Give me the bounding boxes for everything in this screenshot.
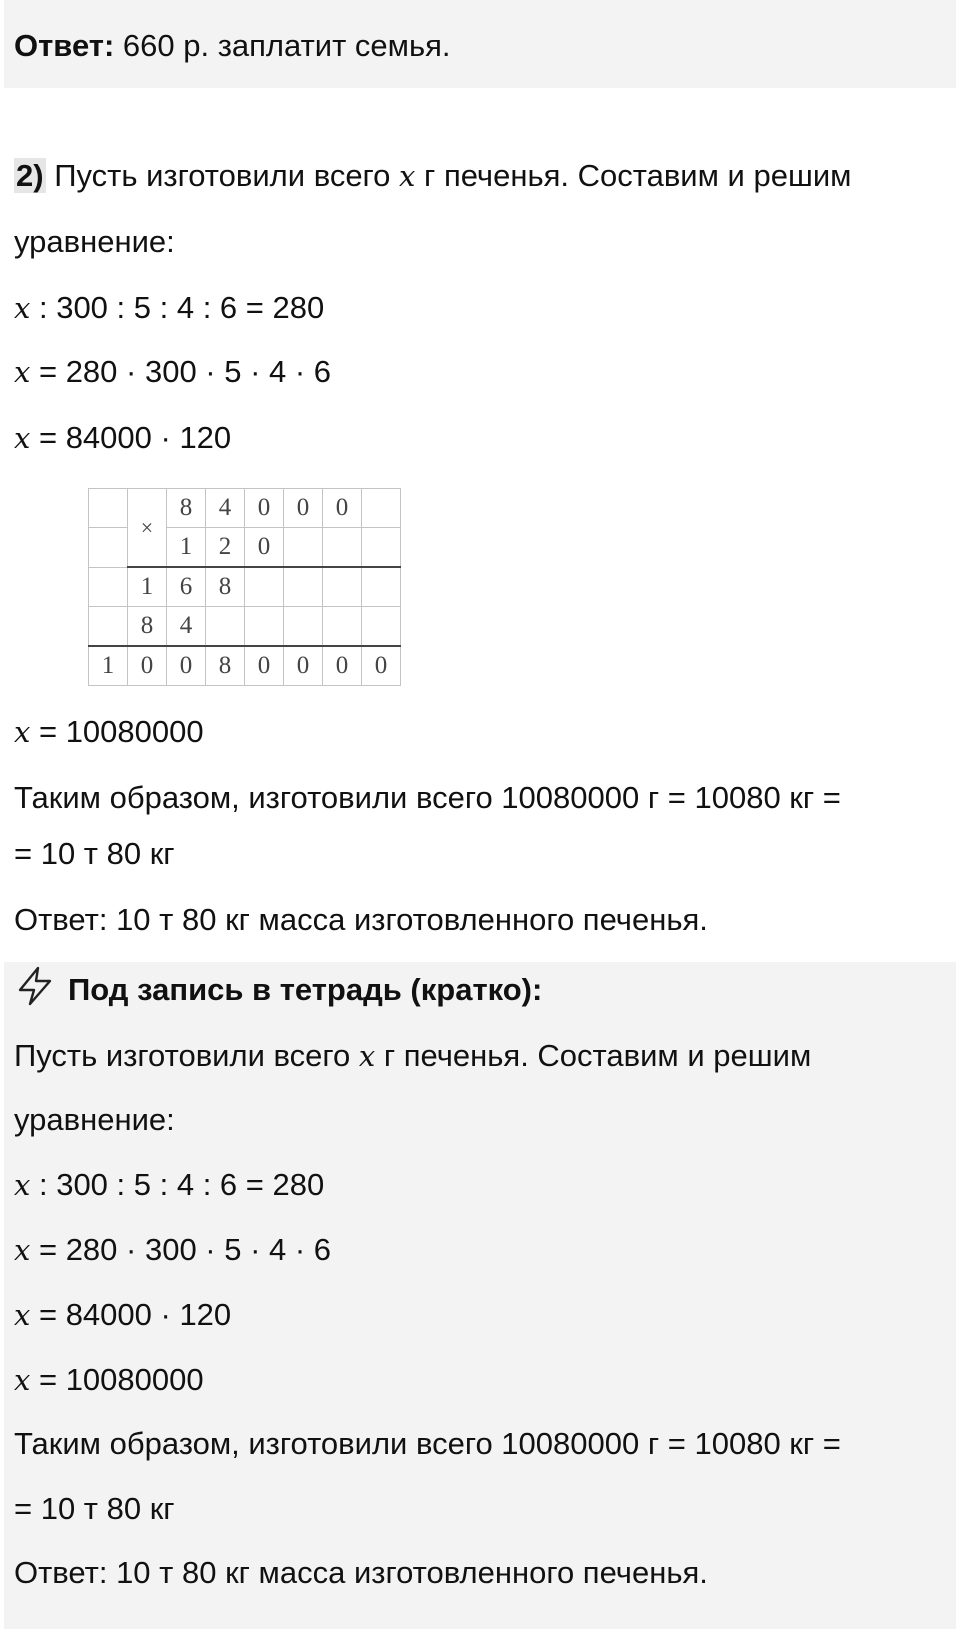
short-heading: Под запись в тетрадь (кратко): [68, 972, 543, 1007]
variable-x: x [14, 1233, 31, 1267]
mult-cell [323, 607, 362, 647]
part2-number: 2) [16, 158, 44, 193]
conclusion-line2: = 10 т 80 кг [14, 836, 175, 871]
times-sign: × [128, 489, 167, 568]
short-equation-3 [14, 1295, 231, 1335]
mult-cell: 4 [206, 489, 245, 528]
variable-x: x [14, 1363, 31, 1397]
mult-cell: 6 [167, 567, 206, 607]
top-answer-text: 660 р. заплатит семья. [114, 28, 451, 63]
part2-answer: Ответ: 10 т 80 кг масса изготовленного печенья. [14, 902, 708, 937]
mult-cell: 0 [284, 489, 323, 528]
mult-cell [89, 567, 128, 607]
variable-x: x [14, 1168, 31, 1202]
mult-cell: 1 [128, 567, 167, 607]
mult-cell [284, 528, 323, 568]
short-conclusion-line1: Таким образом, изготовили всего 10080000 г = 10080 кг = [14, 1426, 841, 1461]
mult-cell [362, 567, 401, 607]
short-equation-1 [14, 1165, 324, 1205]
mult-cell: 8 [206, 646, 245, 686]
top-answer-label: Ответ: [14, 28, 115, 63]
equation-2 [14, 352, 331, 392]
mult-cell [362, 528, 401, 568]
short-line2: уравнение: [14, 1102, 175, 1137]
equation-1-text: : 300 : 5 : 4 : 6 = 280 [30, 290, 325, 325]
mult-cell [323, 567, 362, 607]
mult-row-1 [89, 489, 401, 528]
column-multiplication [88, 488, 401, 686]
short-line1 [14, 1036, 811, 1076]
mult-cell: 0 [167, 646, 206, 686]
mult-cell: 8 [206, 567, 245, 607]
variable-x: x [358, 1039, 376, 1073]
mult-cell: 0 [323, 489, 362, 528]
conclusion-line1: Таким образом, изготовили всего 10080000 г = 10080 кг = [14, 780, 841, 815]
short-line1-text-a: Пусть изготовили всего [14, 1038, 359, 1073]
mult-cell: 0 [323, 646, 362, 686]
mult-cell: 8 [167, 489, 206, 528]
variable-x: x [399, 159, 416, 193]
equation-3 [14, 418, 231, 458]
part2-intro-text-a: Пусть изготовили всего [45, 158, 400, 193]
mult-cell [206, 607, 245, 647]
mult-cell: 4 [167, 607, 206, 647]
mult-cell: 0 [362, 646, 401, 686]
mult-cell: 0 [284, 646, 323, 686]
mult-cell [89, 489, 128, 528]
short-line1-text-b: г печенья. Составим и решим [375, 1038, 812, 1073]
mult-row-5 [89, 646, 401, 686]
variable-x: x [14, 355, 31, 389]
part2-intro-line2: уравнение: [14, 224, 175, 259]
mult-cell: 0 [245, 489, 284, 528]
short-equation-3-text: = 84000 · 120 [30, 1297, 232, 1332]
mult-cell [245, 567, 284, 607]
equation-4-text: = 10080000 [30, 714, 204, 749]
mult-cell [362, 607, 401, 647]
mult-cell: 8 [128, 607, 167, 647]
short-equation-4 [14, 1360, 204, 1400]
equation-3-text: = 84000 · 120 [30, 420, 232, 455]
variable-x: x [14, 1298, 31, 1332]
mult-cell: 1 [167, 528, 206, 568]
variable-x: x [14, 715, 31, 749]
equation-4 [14, 712, 204, 752]
short-equation-1-text: : 300 : 5 : 4 : 6 = 280 [30, 1167, 325, 1202]
mult-cell [284, 567, 323, 607]
mult-cell [245, 607, 284, 647]
lightning-icon [14, 965, 56, 1007]
short-equation-4-text: = 10080000 [30, 1362, 204, 1397]
mult-cell [284, 607, 323, 647]
mult-cell [362, 489, 401, 528]
mult-cell [323, 528, 362, 568]
part2-intro-text-b: г печенья. Составим и решим [415, 158, 852, 193]
short-equation-2-text: = 280 · 300 · 5 · 4 · 6 [30, 1232, 332, 1267]
part2-intro-line1 [14, 156, 851, 196]
short-conclusion-line2: = 10 т 80 кг [14, 1491, 175, 1526]
mult-cell [89, 528, 128, 568]
mult-cell: 2 [206, 528, 245, 568]
equation-2-text: = 280 · 300 · 5 · 4 · 6 [30, 354, 332, 389]
top-answer [14, 26, 451, 66]
mult-cell: 0 [245, 528, 284, 568]
mult-cell: 1 [89, 646, 128, 686]
mult-cell: 0 [245, 646, 284, 686]
mult-cell: 0 [128, 646, 167, 686]
variable-x: x [14, 421, 31, 455]
short-answer: Ответ: 10 т 80 кг масса изготовленного печенья. [14, 1555, 708, 1590]
variable-x: x [14, 291, 31, 325]
mult-row-3 [89, 567, 401, 607]
mult-cell [89, 607, 128, 647]
equation-1 [14, 288, 324, 328]
mult-row-4 [89, 607, 401, 647]
short-equation-2 [14, 1230, 331, 1270]
